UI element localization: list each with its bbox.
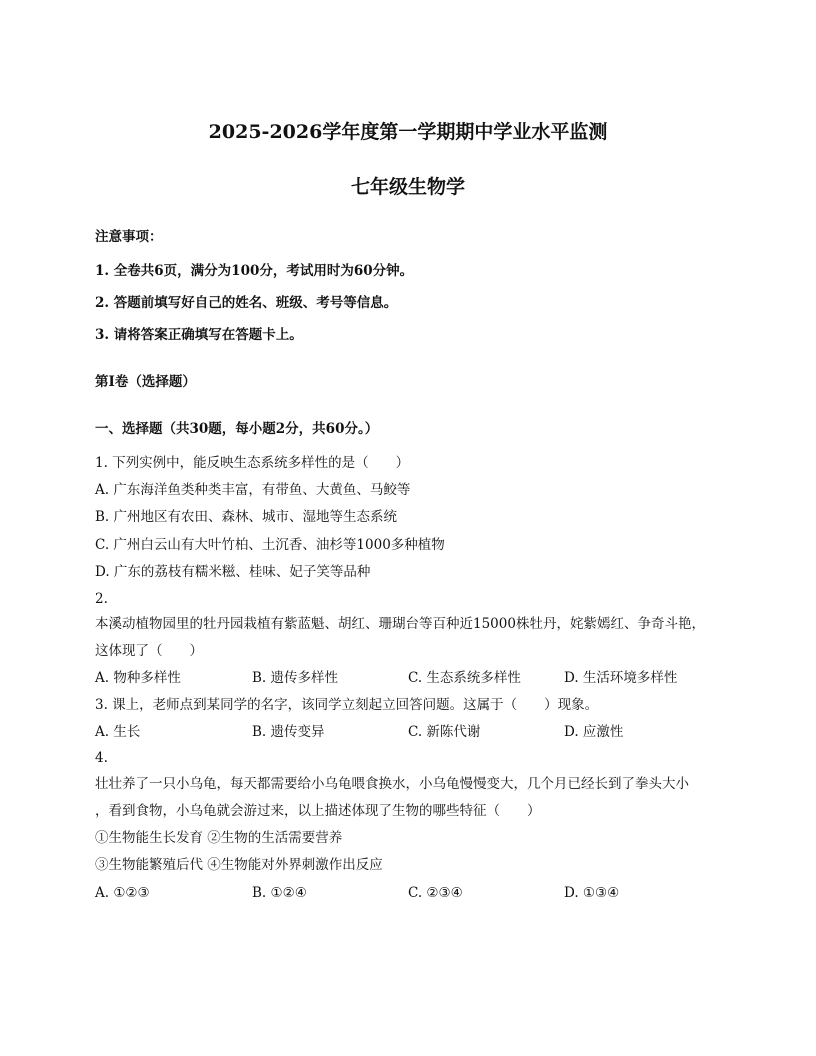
q3-option-c: C. 新陈代谢 bbox=[408, 724, 481, 740]
q4-number: 4. bbox=[95, 750, 108, 766]
q1-option-d: D. 广东的荔枝有糯米糍、桂味、妃子笑等品种 bbox=[95, 564, 371, 580]
q1-option-c: C. 广州白云山有大叶竹柏、土沉香、油杉等1000多种植物 bbox=[95, 537, 445, 553]
q4-option-b: B. ①②④ bbox=[252, 885, 307, 901]
part1-heading: 第Ⅰ卷（选择题） bbox=[95, 374, 196, 390]
q4-statements-line2: ③生物能繁殖后代 ④生物能对外界刺激作出反应 bbox=[95, 857, 383, 873]
section1-heading: 一、选择题（共30题，每小题2分，共60分。） bbox=[95, 421, 379, 437]
notice-item-1: 1. 全卷共6页，满分为100分，考试用时为60分钟。 bbox=[95, 263, 414, 279]
q2-stem-line2: 这体现了（ ） bbox=[95, 643, 203, 659]
q4-option-a: A. ①②③ bbox=[95, 885, 150, 901]
q4-option-c: C. ②③④ bbox=[408, 885, 463, 901]
q2-stem-line1: 本溪动植物园里的牡丹园栽植有紫蓝魁、胡红、珊瑚台等百种近15000株牡丹，姹紫嫣红、争奇斗艳， bbox=[95, 616, 705, 632]
notice-heading: 注意事项： bbox=[95, 229, 163, 245]
q2-options bbox=[95, 670, 735, 686]
q2-option-a: A. 物种多样性 bbox=[95, 670, 181, 686]
subject-title: 七年级生物学 bbox=[350, 176, 465, 198]
q2-option-d: D. 生活环境多样性 bbox=[564, 670, 678, 686]
exam-title: 2025-2026学年度第一学期期中学业水平监测 bbox=[208, 121, 608, 143]
notice-item-2: 2. 答题前填写好自己的姓名、班级、考号等信息。 bbox=[95, 295, 398, 311]
q4-stem-line1: 壮壮养了一只小乌龟，每天都需要给小乌龟喂食换水，小乌龟慢慢变大，几个月已经长到了拳头大小 bbox=[95, 776, 689, 792]
q1-option-a: A. 广东海洋鱼类种类丰富，有带鱼、大黄鱼、马鲛等 bbox=[95, 482, 411, 498]
q4-options bbox=[95, 885, 735, 901]
q3-option-a: A. 生长 bbox=[95, 724, 141, 740]
q2-number: 2. bbox=[95, 591, 108, 607]
q4-statements-line1: ①生物能生长发育 ②生物的生活需要营养 bbox=[95, 830, 343, 846]
q4-option-d: D. ①③④ bbox=[564, 885, 620, 901]
q3-stem: 3. 课上，老师点到某同学的名字，该同学立刻起立回答问题。这属于（ ）现象。 bbox=[95, 697, 599, 713]
q3-option-d: D. 应激性 bbox=[564, 724, 624, 740]
q4-stem-line2: ，看到食物，小乌龟就会游过来，以上描述体现了生物的哪些特征（ ） bbox=[95, 803, 541, 819]
q1-option-b: B. 广州地区有农田、森林、城市、湿地等生态系统 bbox=[95, 509, 398, 525]
q1-stem: 1. 下列实例中，能反映生态系统多样性的是（ ） bbox=[95, 455, 410, 471]
q2-option-b: B. 遗传多样性 bbox=[252, 670, 339, 686]
q3-options bbox=[95, 724, 735, 740]
q3-option-b: B. 遗传变异 bbox=[252, 724, 325, 740]
q2-option-c: C. 生态系统多样性 bbox=[408, 670, 521, 686]
notice-item-3: 3. 请将答案正确填写在答题卡上。 bbox=[95, 327, 303, 343]
